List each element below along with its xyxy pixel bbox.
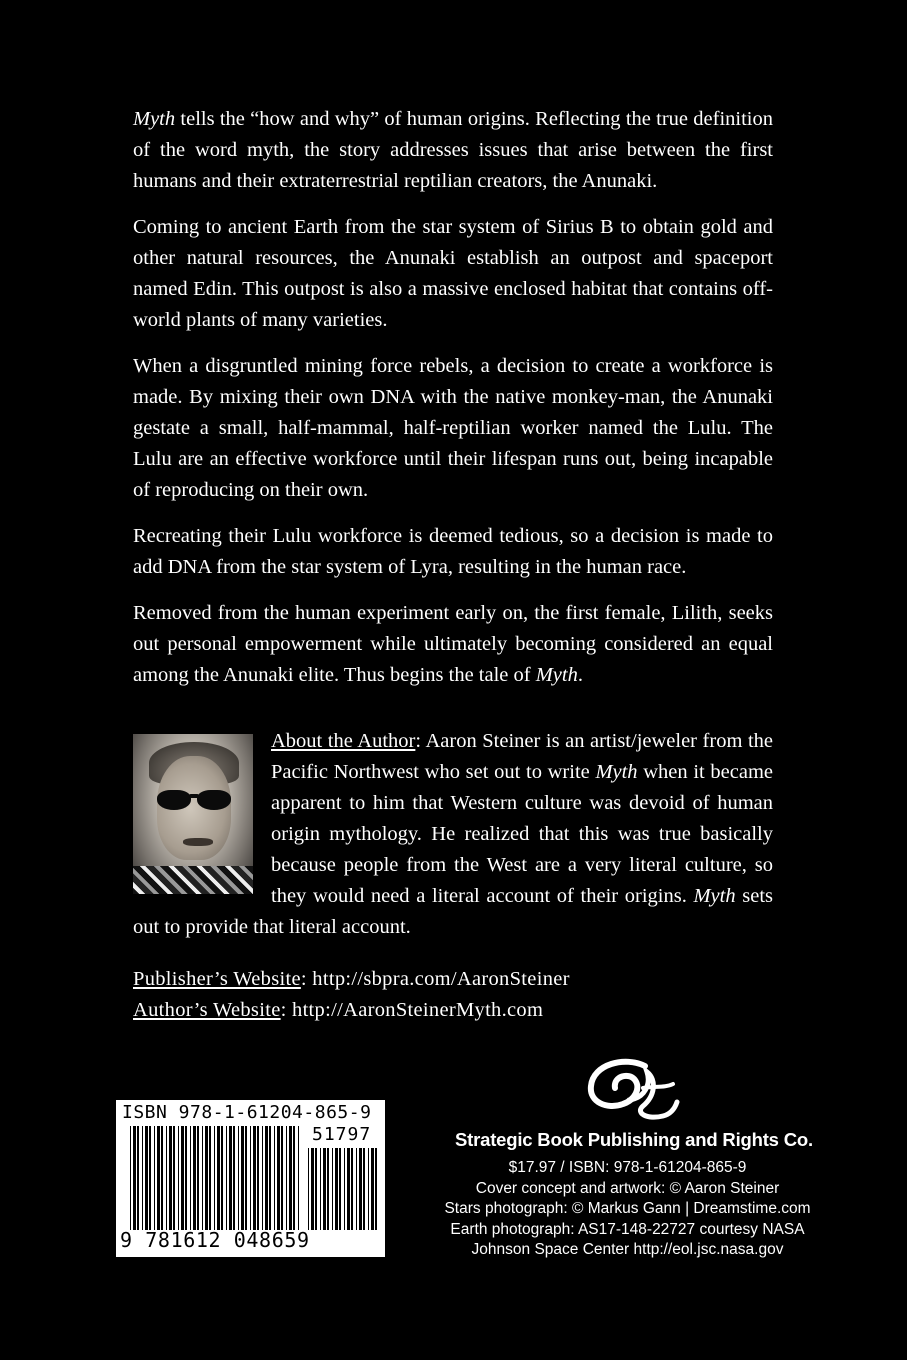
- about-heading: About the Author: [271, 730, 416, 752]
- barcode-addon-number: 51797: [312, 1124, 372, 1145]
- credit-line: Johnson Space Center http://eol.jsc.nasa.gov: [471, 1241, 784, 1258]
- blurb-paragraph-5: [133, 598, 773, 691]
- author-website[interactable]: [133, 995, 570, 1026]
- blurb-paragraph-4: Recreating their Lulu workforce is deemed tedious, so a decision is made to add DNA from the star system of Lyra, resulting in the human race.: [133, 525, 773, 578]
- publisher-website[interactable]: [133, 964, 570, 995]
- about-text: sets out to provide that literal account.: [133, 885, 773, 938]
- book-title-italic: Myth: [693, 885, 736, 907]
- credit-line: $17.97 / ISBN: 978-1-61204-865-9: [508, 1159, 747, 1176]
- blurb-paragraph-1: [133, 104, 773, 197]
- credit-line: Stars photograph: © Markus Gann | Dreamstime.com: [444, 1200, 811, 1217]
- book-blurb: [133, 104, 773, 706]
- about-text: : Aaron Steiner is an artist/jeweler from the Pacific Northwest who set out to write: [271, 730, 774, 783]
- publisher-name: Strategic Book Publishing and Rights Co.: [455, 1129, 813, 1150]
- about-text: when it became apparent to him that Western culture was devoid of human origin mythology. He realized that this was true basically because people from the West are a very literal culture, so they would need a literal account of their origins.: [271, 761, 773, 907]
- book-title-italic: Myth: [535, 664, 578, 686]
- author-photo: [133, 734, 253, 894]
- book-title-italic: Myth: [133, 108, 176, 130]
- publisher-website-url[interactable]: : http://sbpra.com/AaronSteiner: [300, 968, 570, 990]
- blurb-paragraph-2: Coming to ancient Earth from the star system of Sirius B to obtain gold and other natural resources, the Anunaki establish an outpost and spaceport named Edin. This outpost is also a massive enclosed habitat that contains off-world plants of many varieties.: [133, 216, 773, 331]
- isbn-barcode: [116, 1100, 385, 1257]
- websites: [133, 964, 570, 1026]
- publisher-website-label: Publisher’s Website: [133, 968, 301, 990]
- credit-line: Earth photograph: AS17-148-22727 courtesy NASA: [450, 1220, 805, 1238]
- isbn-text: ISBN 978-1-61204-865-9: [122, 1102, 372, 1123]
- author-website-label: Author’s Website: [133, 999, 281, 1021]
- about-the-author: [133, 726, 773, 943]
- credit-line: Cover concept and artwork: © Aaron Steiner: [475, 1179, 780, 1197]
- barcode-addon-bars: [308, 1148, 378, 1230]
- publisher-logo-icon: [585, 1058, 680, 1124]
- blurb-text: .: [577, 664, 583, 686]
- author-website-url[interactable]: : http://AaronSteinerMyth.com: [280, 999, 544, 1021]
- barcode-bars: [130, 1126, 300, 1230]
- sunglasses-icon: [155, 790, 235, 812]
- publisher-credits: [420, 1158, 835, 1261]
- blurb-text: Removed from the human experiment early on, the first female, Lilith, seeks out personal empowerment while ultimately becoming considered an equal among the Anunaki elite. Thus begins the tale of: [133, 602, 773, 686]
- ean-number: 9 781612 048659: [120, 1228, 310, 1252]
- blurb-text: tells the “how and why” of human origins. Reflecting the true definition of the word myth, the story addresses issues that arise between the first humans and their extraterrestrial reptilian creators, the Anunaki.: [133, 108, 773, 192]
- book-title-italic: Myth: [595, 761, 638, 783]
- blurb-paragraph-3: When a disgruntled mining force rebels, a decision to create a workforce is made. By mixing their own DNA with the native monkey-man, the Anunaki gestate a small, half-mammal, half-reptilian worker named the Lulu. The Lulu are an effective workforce until their lifespan runs out, being incapable of reproducing on their own.: [133, 355, 773, 501]
